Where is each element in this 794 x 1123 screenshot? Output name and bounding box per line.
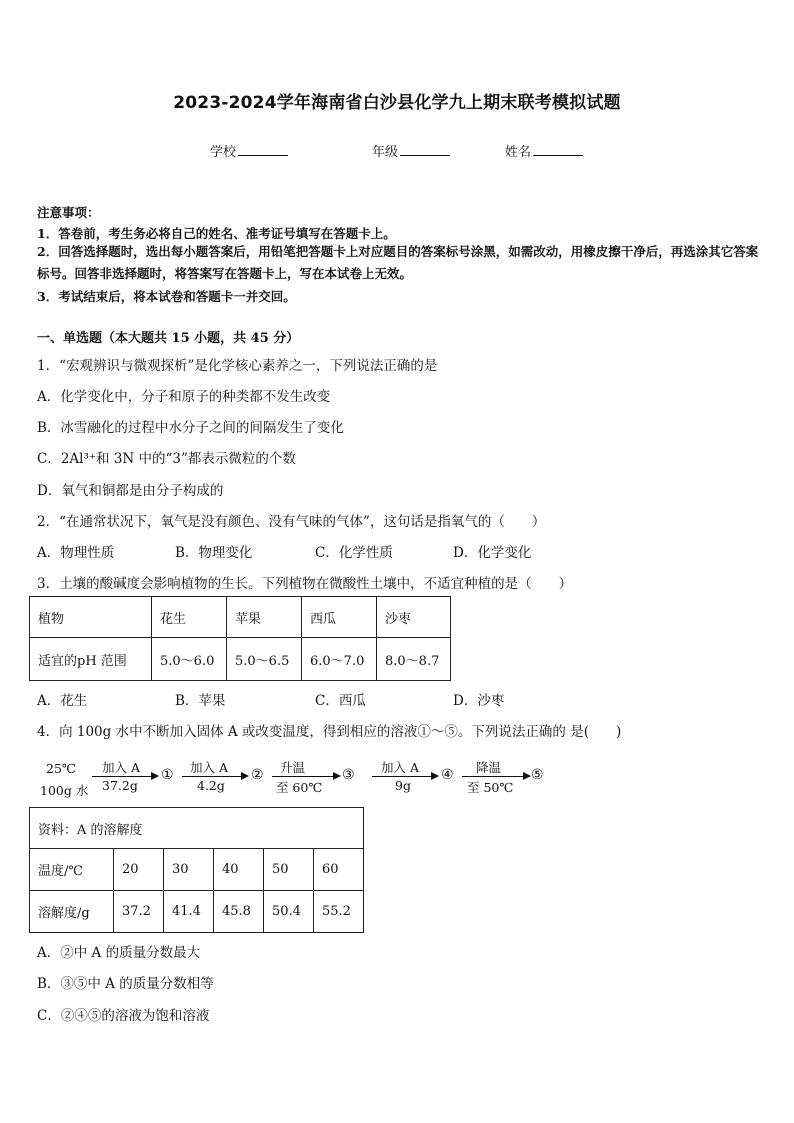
q4-option-c: C．②④⑤的溶液为饱和溶液 [37, 1008, 210, 1024]
flow-step4-top: 加入 A [381, 760, 420, 775]
arrow-right-icon [241, 772, 249, 780]
grade-blank [400, 143, 450, 156]
page-title: 2023-2024学年海南省白沙县化学九上期末联考模拟试题 [173, 93, 621, 113]
school-field [210, 141, 288, 160]
table-caption: 资料：A 的溶解度 [30, 808, 364, 849]
q2-option-b: B．物理变化 [175, 545, 253, 561]
flow-arrow-2 [182, 776, 242, 777]
flow-step1-bottom: 37.2g [102, 778, 138, 793]
table-cell: 6.0～7.0 [302, 638, 377, 681]
table-cell: 花生 [152, 597, 227, 638]
q2-option-a: A．物理性质 [37, 545, 115, 561]
q3-stem: 3．土壤的酸碱度会影响植物的生长。下列植物在微酸性土壤中，不适宜种植的是（ ） [37, 576, 573, 592]
table-cell: 41.4 [164, 891, 214, 933]
table-cell: 5.0～6.0 [152, 638, 227, 681]
table-cell: 60 [314, 849, 364, 891]
flow-arrow-5 [462, 776, 524, 777]
flow-arrow-3 [272, 776, 334, 777]
notice-item-3 [37, 287, 296, 305]
table-cell: 5.0～6.5 [227, 638, 302, 681]
flow-start-temp: 25℃ [46, 761, 76, 776]
notice-heading: 注意事项： [37, 205, 100, 220]
q1-option-c: C．2Al³⁺和 3N 中的“3”都表示微粒的个数 [37, 451, 296, 467]
flow-node-2: ② [251, 767, 264, 783]
name-field [505, 141, 583, 160]
q3-option-d: D．沙枣 [453, 693, 505, 709]
q1-option-a: A．化学变化中，分子和原子的种类都不发生改变 [37, 389, 331, 405]
q1-option-d: D．氧气和铜都是由分子构成的 [37, 483, 224, 499]
q1-option-b: B．冰雪融化的过程中水分子之间的间隔发生了变化 [37, 420, 344, 436]
table-cell: 37.2 [114, 891, 164, 933]
flow-start-water: 100g 水 [40, 783, 89, 798]
q1-stem: 1．“宏观辨识与微观探析”是化学核心素养之一，下列说法正确的是 [37, 358, 438, 374]
flow-node-3: ③ [342, 767, 355, 783]
name-label: 姓名 [505, 145, 532, 160]
flow-step2-top: 加入 A [190, 760, 229, 775]
flow-step5-bottom: 至 50℃ [467, 780, 514, 795]
table-cell: 8.0～8.7 [377, 638, 451, 681]
notice-item-3-text: 考试结束后，将本试卷和答题卡一并交回。 [58, 289, 296, 304]
table-cell: 50 [264, 849, 314, 891]
table-row [30, 849, 364, 891]
table-cell: 45.8 [214, 891, 264, 933]
table-row [30, 597, 451, 638]
table-cell: 西瓜 [302, 597, 377, 638]
arrow-right-icon [431, 772, 439, 780]
q4-option-b: B．③⑤中 A 的质量分数相等 [37, 976, 214, 992]
arrow-right-icon [151, 772, 159, 780]
notice-item-2-num: 2． [37, 244, 59, 259]
table-cell: 植物 [30, 597, 152, 638]
q3-option-c: C．西瓜 [315, 693, 366, 709]
q2-option-c: C．化学性质 [315, 545, 393, 561]
flow-node-5: ⑤ [531, 767, 544, 783]
table-cell: 50.4 [264, 891, 314, 933]
table-cell: 沙枣 [377, 597, 451, 638]
flow-step4-bottom: 9g [395, 778, 411, 793]
q4-option-a: A．②中 A 的质量分数最大 [37, 945, 201, 961]
grade-field [372, 141, 450, 160]
table-row [30, 891, 364, 933]
table-cell: 温度/℃ [30, 849, 114, 891]
q2-option-d: D．化学变化 [453, 545, 532, 561]
notice-item-1 [37, 224, 396, 242]
flow-step5-top: 降温 [476, 760, 502, 775]
flow-arrow-1 [92, 776, 152, 777]
table-row [30, 808, 364, 849]
q3-option-b: B．苹果 [175, 693, 226, 709]
q3-option-a: A．花生 [37, 693, 88, 709]
flow-step3-top: 升温 [280, 760, 306, 775]
table-cell: 适宜的pH 范围 [30, 638, 152, 681]
name-blank [533, 143, 583, 156]
table-cell: 苹果 [227, 597, 302, 638]
flow-step3-bottom: 至 60℃ [276, 780, 323, 795]
table-row [30, 638, 451, 681]
flow-arrow-4 [372, 776, 432, 777]
school-label: 学校 [210, 145, 237, 160]
q4-stem: 4．向 100g 水中不断加入固体 A 或改变温度，得到相应的溶液①～⑤。下列说法正确的 是( ) [37, 724, 622, 740]
q2-stem: 2．“在通常状况下，氧气是没有颜色、没有气味的气体”，这句话是指氧气的（ ） [37, 514, 546, 530]
q4-solubility-table [29, 807, 364, 933]
q3-ph-table [29, 596, 451, 681]
table-cell: 30 [164, 849, 214, 891]
flow-step1-top: 加入 A [102, 760, 141, 775]
table-cell: 55.2 [314, 891, 364, 933]
flow-step2-bottom: 4.2g [197, 778, 225, 793]
flow-node-1: ① [161, 767, 174, 783]
notice-item-2-text: 回答选择题时，选出每小题答案后，用铅笔把答题卡上对应题目的答案标号涂黑，如需改动，用橡皮擦干净后，再选涂其它答案标号。回答非选择题时，将答案写在答题卡上，写在本试卷上无效。 [37, 244, 759, 281]
table-cell: 溶解度/g [30, 891, 114, 933]
notice-item-2 [37, 241, 759, 285]
flow-node-4: ④ [441, 767, 454, 783]
school-blank [238, 143, 288, 156]
section-heading: 一、单选题（本大题共 15 小题，共 45 分） [37, 331, 300, 346]
table-cell: 40 [214, 849, 264, 891]
arrow-right-icon [523, 772, 531, 780]
notice-item-1-num: 1． [37, 226, 59, 241]
arrow-right-icon [333, 772, 341, 780]
notice-item-1-text: 答卷前，考生务必将自己的姓名、准考证号填写在答题卡上。 [58, 226, 396, 241]
grade-label: 年级 [372, 145, 399, 160]
table-cell: 20 [114, 849, 164, 891]
notice-item-3-num: 3． [37, 289, 59, 304]
